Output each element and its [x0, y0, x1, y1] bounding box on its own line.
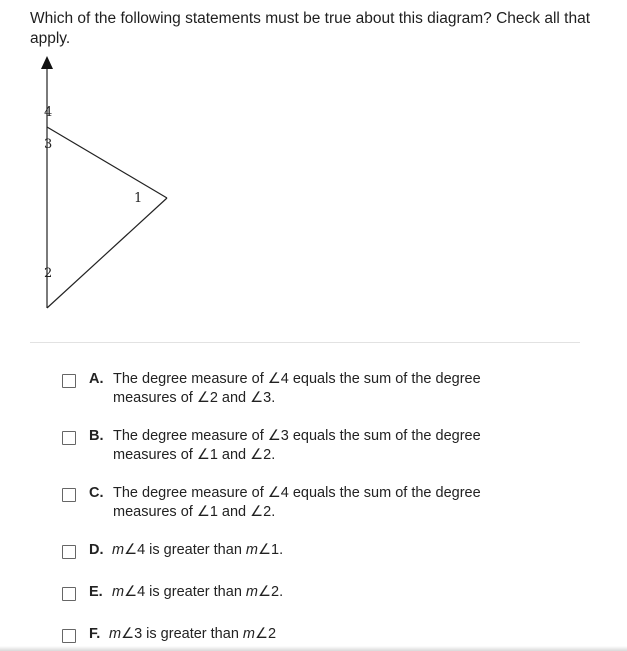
- measure-symbol: m: [109, 626, 122, 642]
- choice-text-part: ∠3 is greater than: [121, 626, 243, 642]
- measure-symbol: m: [245, 542, 259, 558]
- choice-text-part: ∠1.: [258, 542, 284, 558]
- choice-letter: E.: [89, 584, 103, 600]
- checkbox-e[interactable]: [62, 587, 76, 601]
- choice-text: [109, 625, 569, 644]
- triangle-lower-side: [47, 198, 167, 308]
- choice-text-line-2: measures of ∠1 and ∠2.: [113, 504, 276, 520]
- choice-letter: B.: [89, 428, 104, 444]
- choice-text-line-1: The degree measure of ∠4 equals the sum of the degree: [113, 485, 481, 501]
- choice-text-line-2: measures of ∠2 and ∠3.: [113, 390, 276, 406]
- checkbox-c[interactable]: [62, 488, 76, 502]
- choice-letter: D.: [89, 542, 104, 558]
- angle-label-1: 1: [134, 191, 143, 206]
- choice-text-line-2: measures of ∠1 and ∠2.: [113, 447, 276, 463]
- choice-text-part: ∠2: [255, 626, 277, 642]
- choice-text-part: ∠4 is greater than: [124, 542, 246, 558]
- choice-letter: A.: [89, 371, 104, 387]
- choice-text: [112, 541, 572, 560]
- ray-arrowhead-icon: [41, 56, 53, 69]
- checkbox-d[interactable]: [62, 545, 76, 559]
- bottom-edge-shadow: [0, 646, 627, 651]
- choice-letter: F.: [89, 626, 101, 642]
- measure-symbol: m: [242, 626, 256, 642]
- choice-text-line-1: The degree measure of ∠4 equals the sum of the degree: [113, 371, 481, 387]
- measure-symbol: m: [245, 584, 259, 600]
- angle-label-4: 4: [44, 105, 53, 120]
- angle-label-2: 2: [44, 266, 53, 281]
- measure-symbol: m: [112, 584, 125, 600]
- choice-text-part: ∠2.: [258, 584, 284, 600]
- measure-symbol: m: [112, 542, 125, 558]
- angle-label-3: 3: [44, 137, 53, 152]
- choice-text: [113, 370, 573, 408]
- choice-text: [113, 484, 573, 522]
- choice-text: [113, 427, 573, 465]
- question-prompt: Which of the following statements must be true about this diagram? Check all that apply.: [30, 10, 591, 47]
- triangle-diagram: [0, 0, 200, 320]
- triangle-upper-side: [47, 127, 167, 198]
- choice-letter: C.: [89, 485, 104, 501]
- choice-text-line-1: The degree measure of ∠3 equals the sum of the degree: [113, 428, 481, 444]
- checkbox-b[interactable]: [62, 431, 76, 445]
- checkbox-f[interactable]: [62, 629, 76, 643]
- section-divider: [30, 342, 580, 343]
- choice-text: [112, 583, 572, 602]
- choice-text-part: ∠4 is greater than: [124, 584, 246, 600]
- checkbox-a[interactable]: [62, 374, 76, 388]
